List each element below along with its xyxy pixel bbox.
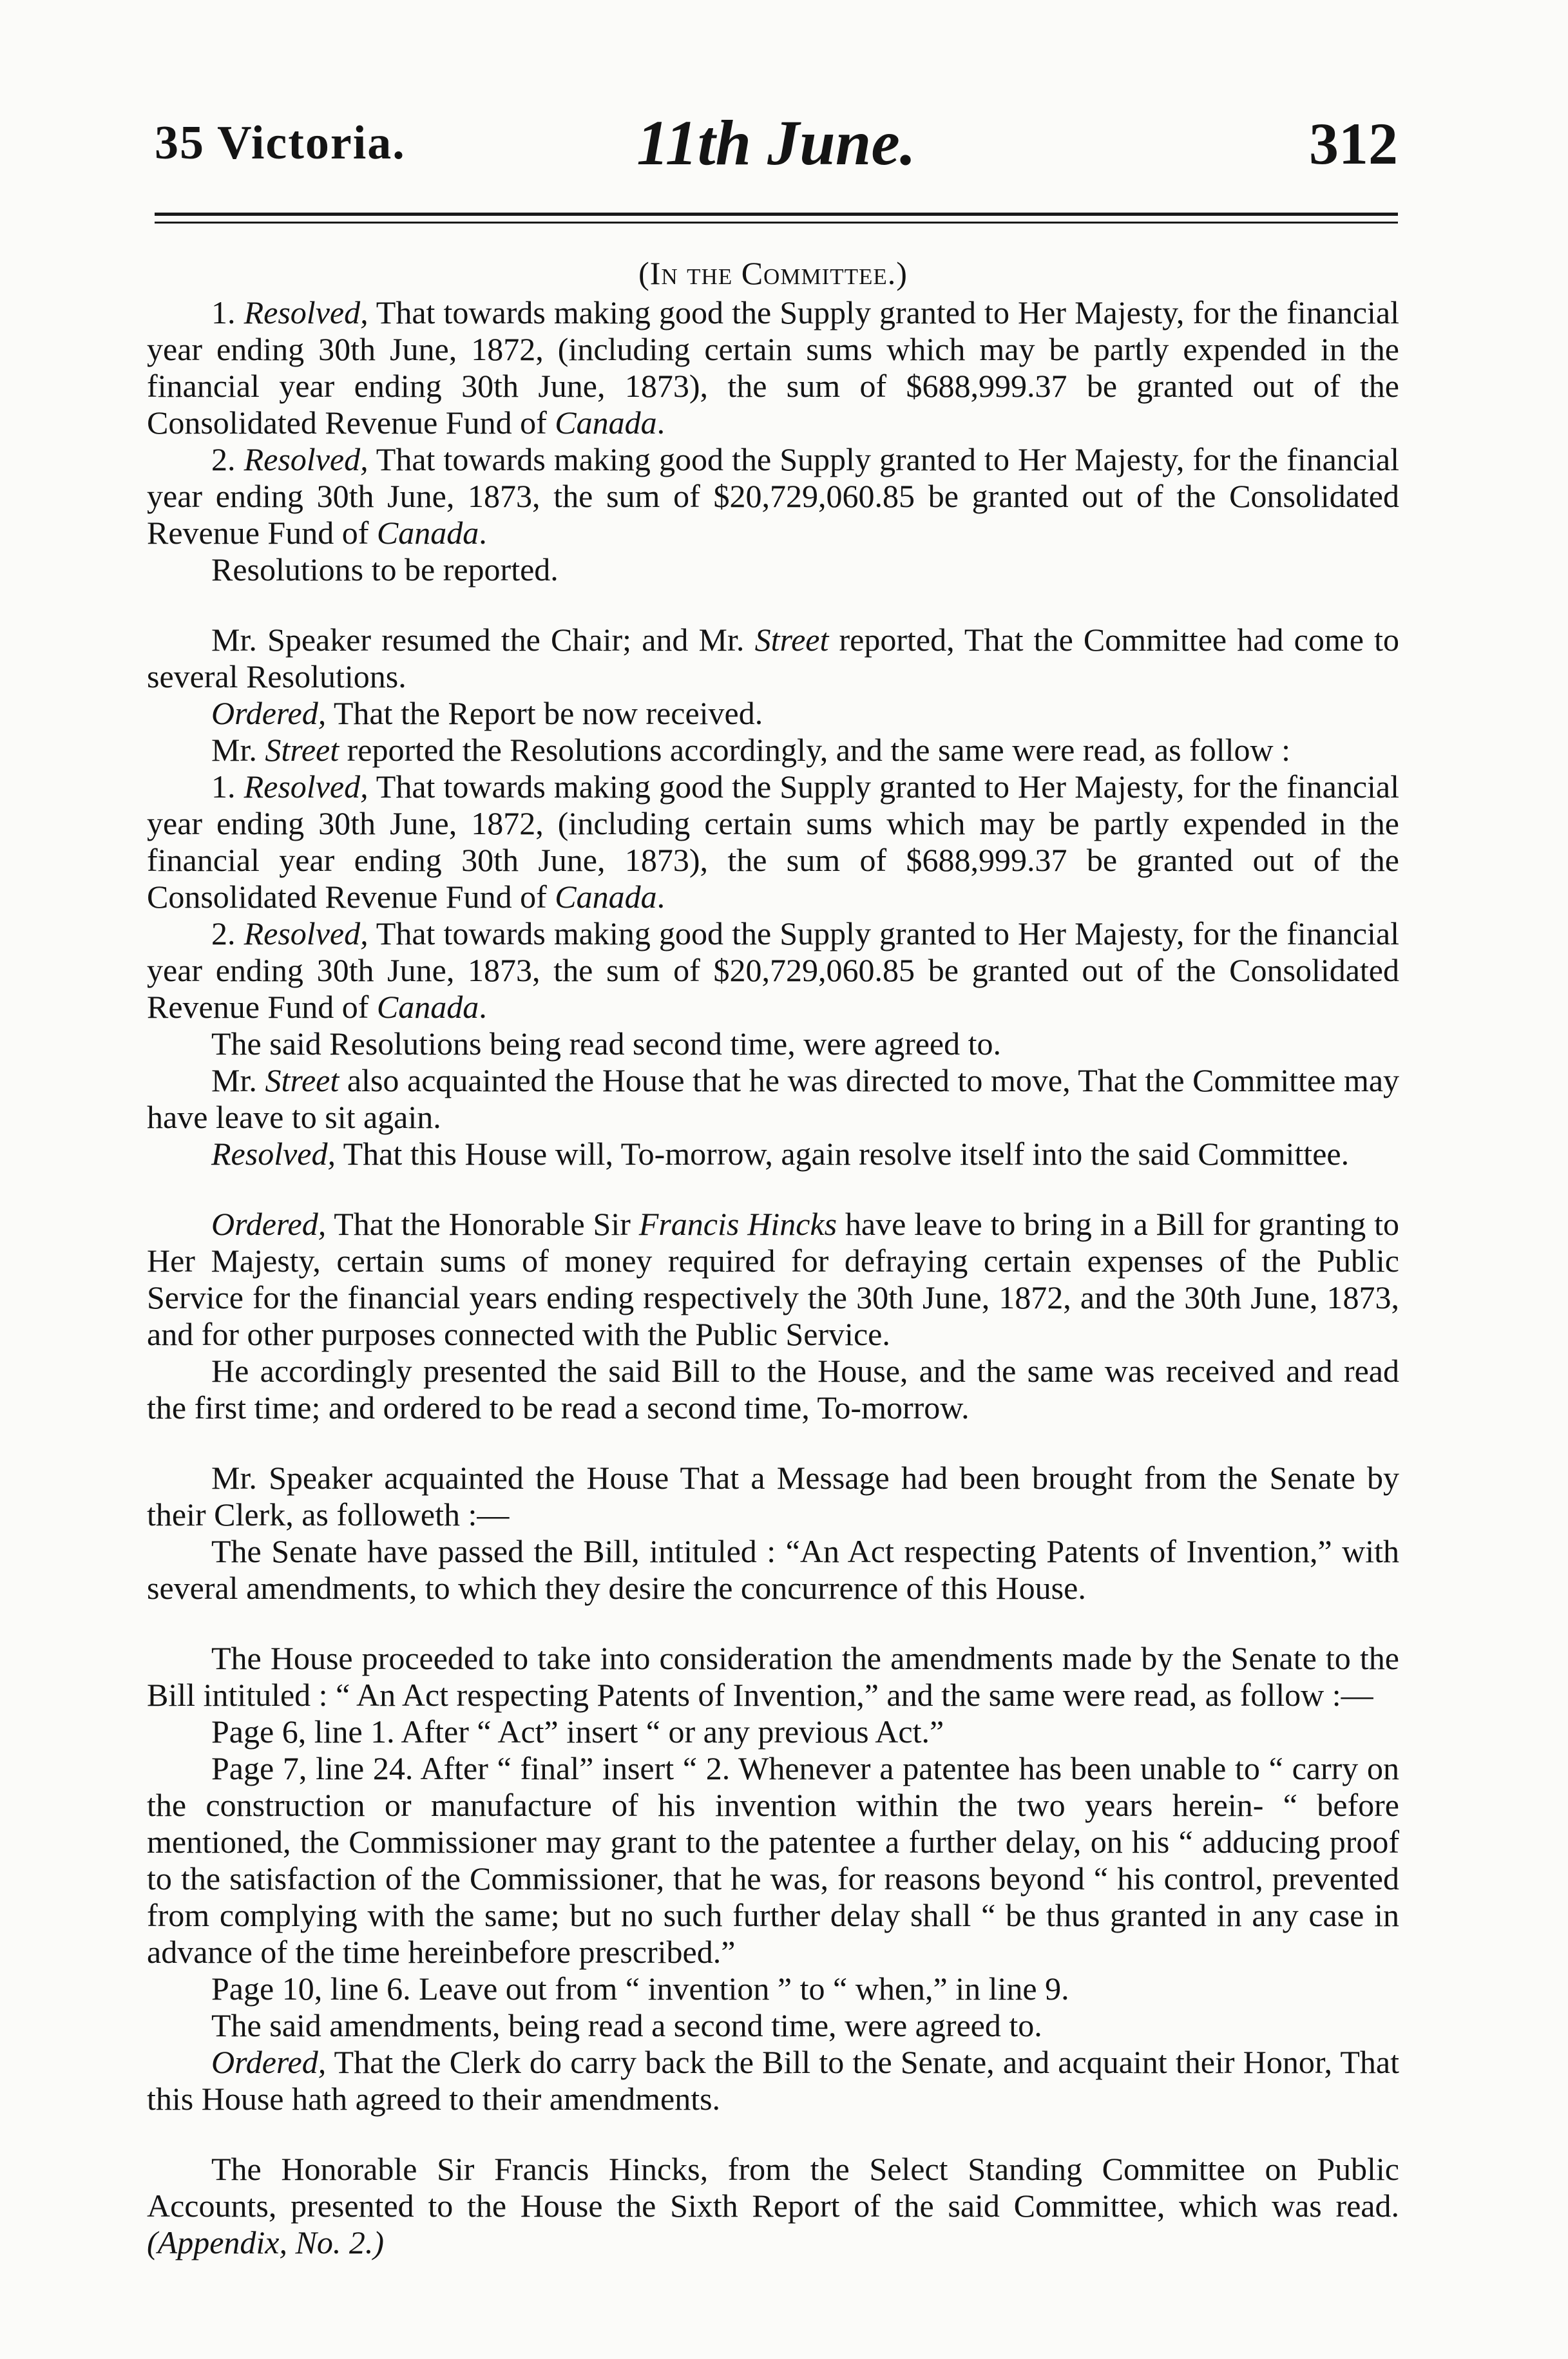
- amendments-agreed: The said amendments, being read a second time, were agreed to.: [211, 2007, 1042, 2043]
- committee-resolution-2: [147, 441, 1399, 551]
- text-body: The Honorable Sir Francis Hincks, from the Select Standing Committee on Public Accounts, presented to the House the Sixth Report of the said Committee, which was read.: [147, 2151, 1399, 2224]
- item-number: 2.: [211, 915, 236, 951]
- header-rule-thick: [155, 213, 1398, 216]
- speaker-resumed-chair: [147, 622, 1399, 695]
- ordered-bill-leave: [147, 1206, 1399, 1353]
- period: .: [479, 515, 487, 551]
- resolved-label: Resolved,: [244, 769, 368, 805]
- resolved-committee-tomorrow: [147, 1136, 1399, 1172]
- canada-italic: Canada: [555, 879, 657, 915]
- text-body: also acquainted the House that he was directed to move, That the Committee may have leave to sit again.: [147, 1062, 1400, 1135]
- amendments-consideration: The House proceeded to take into consideration the amendments made by the Senate to the Bill intituled : “ An Act respecting Patents of Invention,” and the same were read, as follow :—: [147, 1640, 1399, 1713]
- period: .: [656, 405, 665, 441]
- senate-message-intro: Mr. Speaker acquainted the House That a Message had been brought from the Senate by their Clerk, as followeth :—: [147, 1460, 1399, 1533]
- page-date: 11th June.: [636, 107, 916, 178]
- text-pre: Mr. Speaker resumed the Chair; and Mr.: [211, 622, 745, 658]
- text-body: That this House will, To-morrow, again resolve itself into the said Committee.: [343, 1136, 1350, 1172]
- text-body: That the Report be now received.: [333, 695, 763, 731]
- reported-resolution-1: [147, 769, 1399, 915]
- text-body: reported, That the Committee had come to several Resolutions.: [147, 622, 1399, 694]
- amendment-page-7: Page 7, line 24. After “ final” insert “ 2. Whenever a patentee has been unable to “ carry on the construction or manufacture of his invention within the two years herein- “ before mentioned, the Commissioner may grant to the patentee a further delay, on his “ adducing proof to the satisfaction of the Commissioner, that he was, for reasons beyond “ his control, prevented from complying with the same; but no such further delay shall “ be thus granted in any case in advance of the time hereinbefore prescribed.”: [147, 1750, 1399, 1970]
- page-number: 312: [1309, 111, 1398, 177]
- text-pre: Mr.: [211, 1062, 257, 1098]
- resolution-text: That towards making good the Supply granted to Her Majesty, for the financial year ending 30th June, 1872, (including certain sums which may be partly expended in the financial year ending 30th June, 1873), the sum of $688,999.37 be granted out of the Consolidated Revenue Fund of: [147, 294, 1399, 441]
- resolutions-to-be-reported: Resolutions to be reported.: [211, 551, 559, 587]
- member-name: Street: [265, 732, 339, 768]
- ordered-report-received: [147, 695, 1399, 732]
- senate-message-body: The Senate have passed the Bill, intituled : “An Act respecting Patents of Invention,” with several amendments, to which they desire the concurrence of this House.: [147, 1533, 1399, 1606]
- item-number: 2.: [211, 441, 236, 477]
- member-name: Street: [754, 622, 829, 658]
- reported-resolution-2: [147, 915, 1399, 1026]
- canada-italic: Canada: [555, 405, 657, 441]
- public-accounts-report: [147, 2151, 1399, 2261]
- street-reported: [147, 732, 1399, 769]
- period: .: [656, 879, 665, 915]
- appendix-reference: (Appendix, No. 2.): [147, 2224, 384, 2260]
- member-name: Francis Hincks: [638, 1206, 837, 1242]
- resolved-label: Resolved,: [211, 1136, 336, 1172]
- text-body: That the Clerk do carry back the Bill to the Senate, and acquaint their Honor, That this House hath agreed to their amendments.: [147, 2044, 1399, 2117]
- canada-italic: Canada: [376, 989, 479, 1025]
- resolved-label: Resolved,: [244, 294, 368, 330]
- resolutions-agreed: The said Resolutions being read second time, were agreed to.: [211, 1026, 1002, 1062]
- ordered-clerk-carry-back: [147, 2044, 1399, 2117]
- canada-italic: Canada: [376, 515, 479, 551]
- amendment-page-6: Page 6, line 1. After “ Act” insert “ or any previous Act.”: [211, 1714, 944, 1750]
- ordered-label: Ordered,: [211, 1206, 327, 1242]
- page-header: [155, 107, 1398, 187]
- text-body: reported the Resolutions accordingly, and the same were read, as follow :: [347, 732, 1290, 768]
- resolved-label: Resolved,: [244, 441, 368, 477]
- journal-body: [147, 255, 1399, 2261]
- committee-resolution-1: [147, 294, 1399, 441]
- item-number: 1.: [211, 294, 236, 330]
- resolution-text: That towards making good the Supply granted to Her Majesty, for the financial year ending 30th June, 1873, the sum of $20,729,060.85 be granted out of the Consolidated Revenue Fund of: [147, 441, 1399, 551]
- resolved-label: Resolved,: [244, 915, 368, 951]
- text-body: have leave to bring in a Bill for granting to Her Majesty, certain sums of money required for defraying certain expenses of the Public Service for the financial years ending respectively the 30th June, 1872, and the 30th June, 1873, and for other purposes connected with the Public Service.: [147, 1206, 1399, 1352]
- ordered-label: Ordered,: [211, 2044, 327, 2080]
- bill-first-reading: He accordingly presented the said Bill to the House, and the same was received and read the first time; and ordered to be read a second time, To-morrow.: [147, 1353, 1399, 1426]
- ordered-label: Ordered,: [211, 695, 327, 731]
- resolution-text: That towards making good the Supply granted to Her Majesty, for the financial year ending 30th June, 1872, (including certain sums which may be partly expended in the financial year ending 30th June, 1873), the sum of $688,999.37 be granted out of the Consolidated Revenue Fund of: [147, 769, 1399, 915]
- text-pre: Mr.: [211, 732, 257, 768]
- member-name: Street: [265, 1062, 339, 1098]
- header-rule-thin: [155, 222, 1398, 224]
- period: .: [479, 989, 487, 1025]
- committee-heading: (In the Committee.): [638, 255, 908, 291]
- resolution-text: That towards making good the Supply granted to Her Majesty, for the financial year ending 30th June, 1873, the sum of $20,729,060.85 be granted out of the Consolidated Revenue Fund of: [147, 915, 1399, 1025]
- amendment-page-10: Page 10, line 6. Leave out from “ invention ” to “ when,” in line 9.: [211, 1971, 1069, 2007]
- item-number: 1.: [211, 769, 236, 805]
- leave-to-sit-again: [147, 1062, 1399, 1136]
- regnal-year: 35 Victoria.: [155, 117, 406, 169]
- text-pre: That the Honorable Sir: [334, 1206, 631, 1242]
